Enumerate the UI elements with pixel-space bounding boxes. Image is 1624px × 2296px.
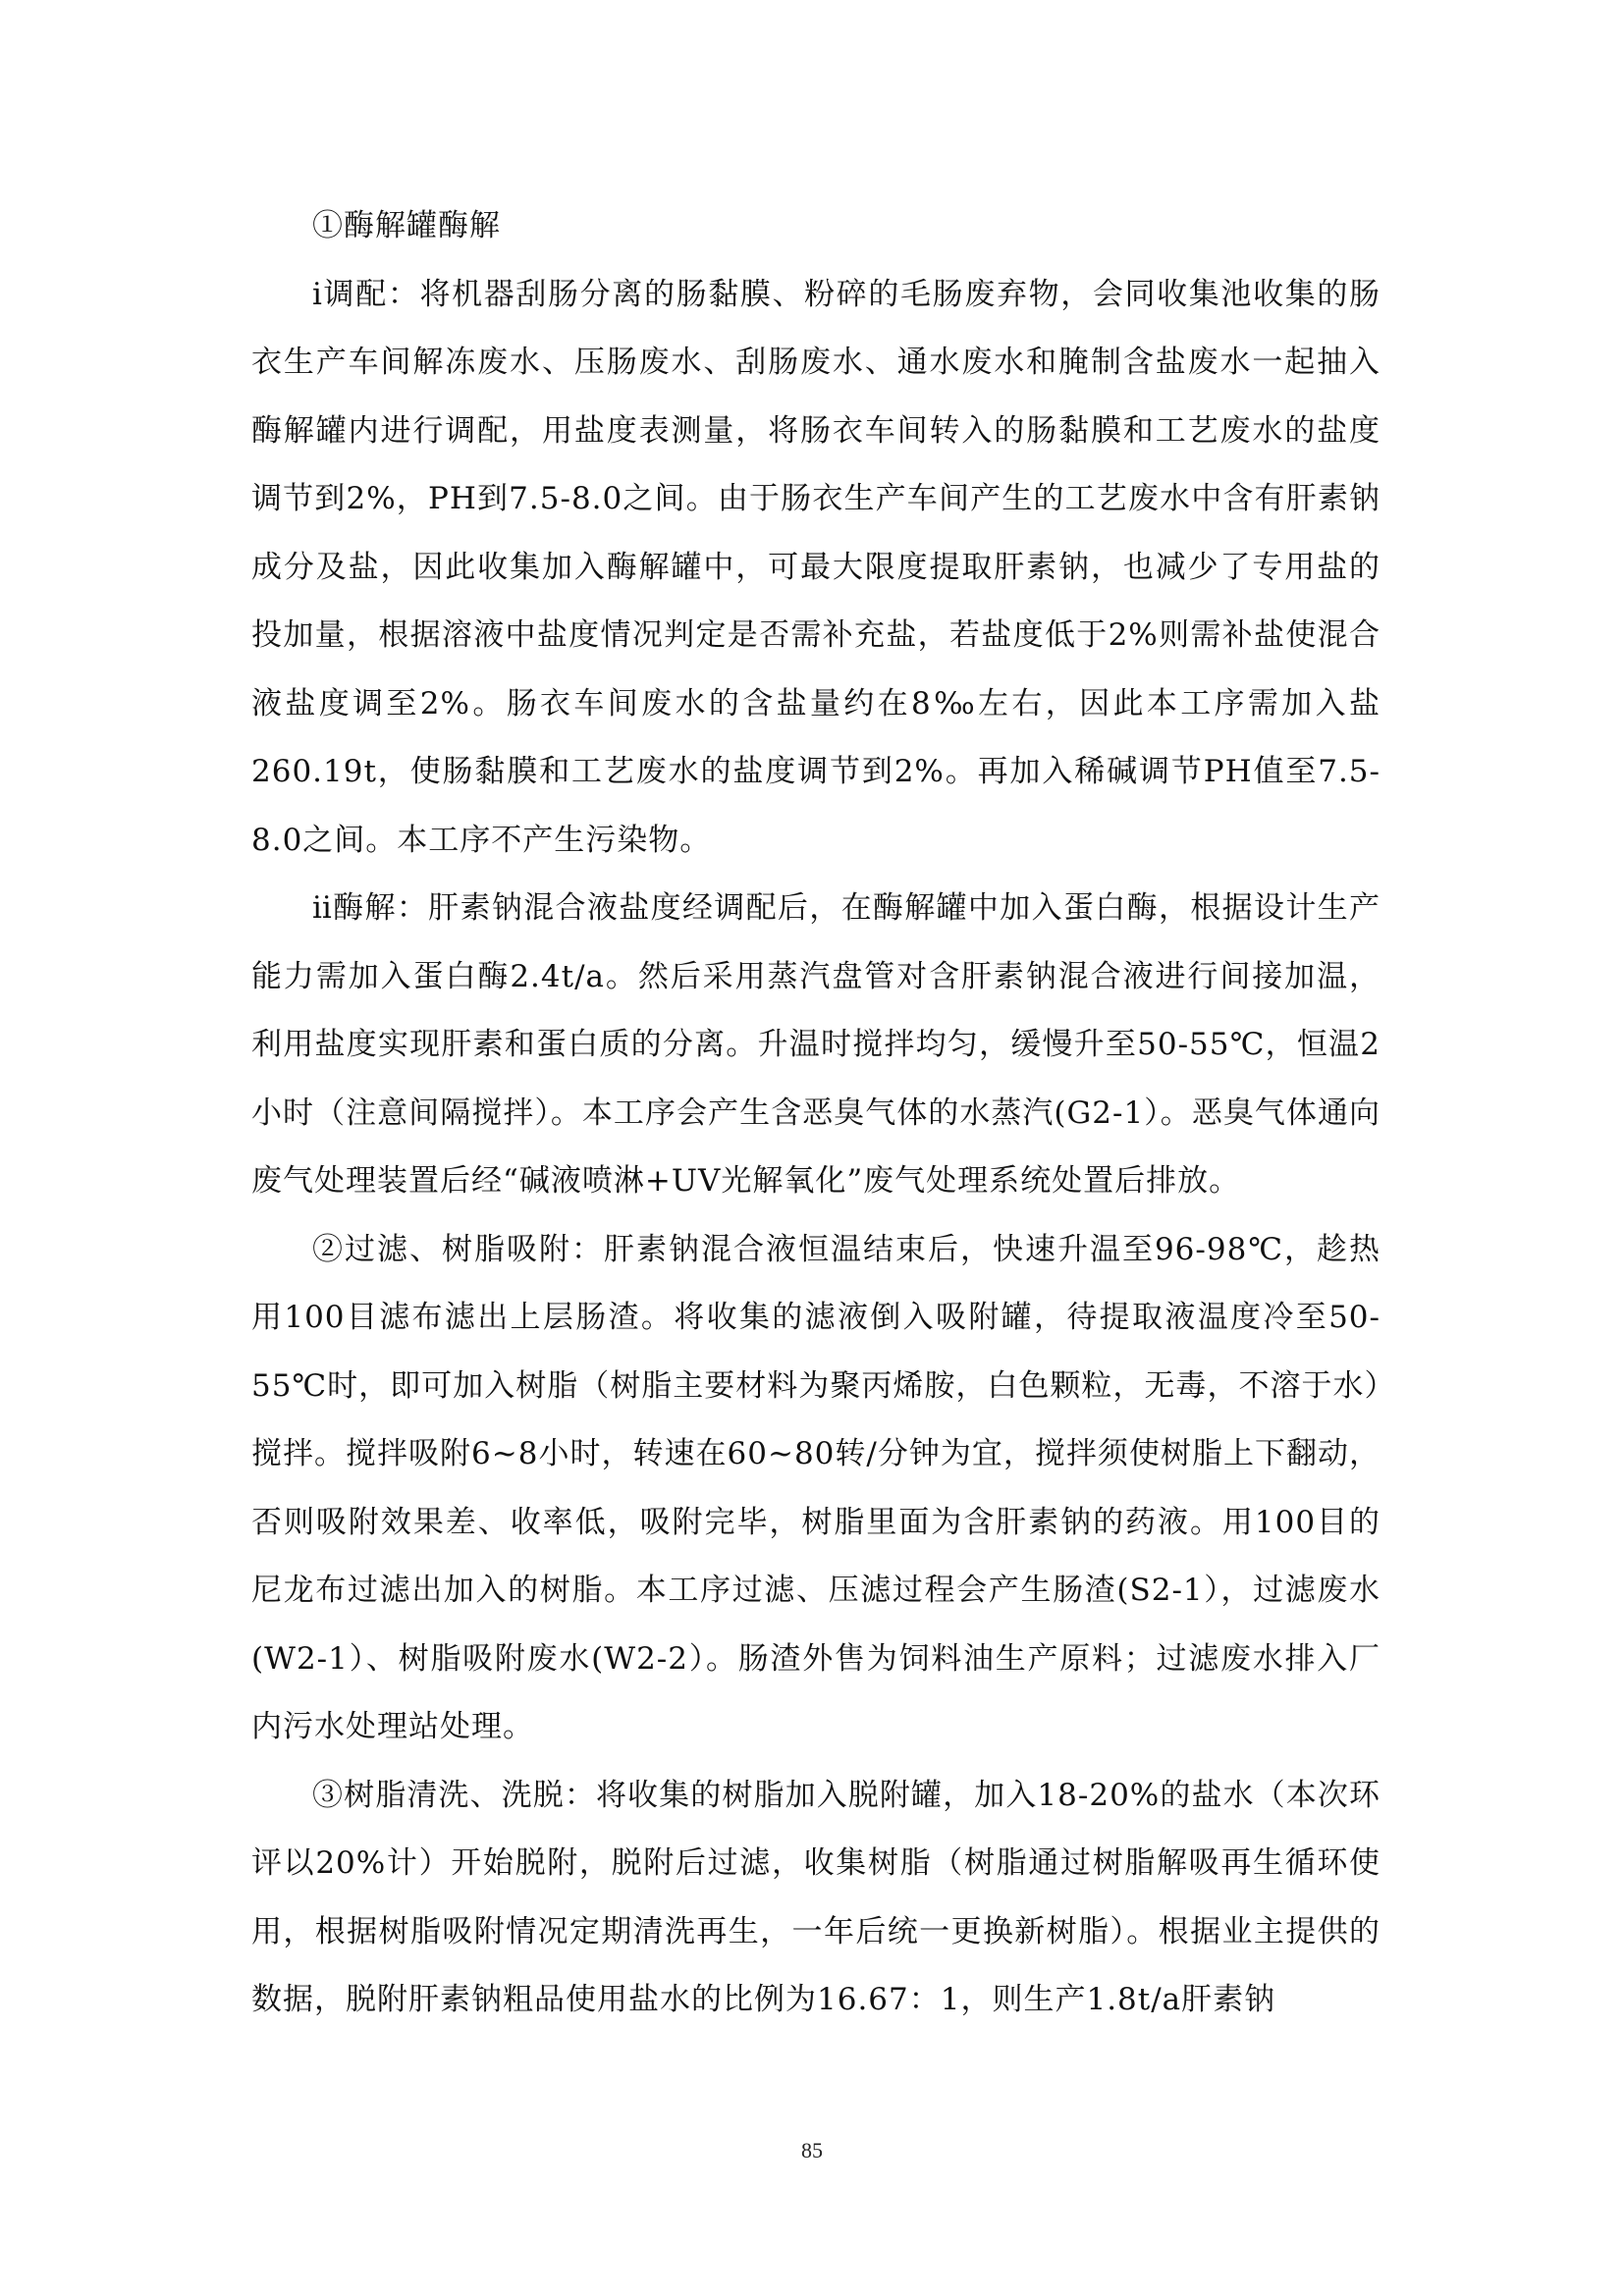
page-number: 85	[801, 2138, 823, 2163]
paragraph-enzymolysis: ⅱ酶解：肝素钠混合液盐度经调配后，在酶解罐中加入蛋白酶，根据设计生产能力需加入蛋白酶2.4t/a。然后采用蒸汽盘管对含肝素钠混合液进行间接加温，利用盐度实现肝素和蛋白质的分离。升温时搅拌均匀，缓慢升至50-55℃，恒温2小时（注意间隔搅拌）。本工序会产生含恶臭气体的水蒸汽(G2-1）。恶臭气体通向废气处理装置后经“碱液喷淋+UV光解氧化”废气处理系统处置后排放。	[251, 890, 1380, 1199]
document-body	[251, 192, 1380, 2035]
paragraph-resin-washing: ③树脂清洗、洗脱：将收集的树脂加入脱附罐，加入18-20%的盐水（本次环评以20%计）开始脱附，脱附后过滤，收集树脂（树脂通过树脂解吸再生循环使用，根据树脂吸附情况定期清洗再生，一年后统一更换新树脂）。根据业主提供的数据，脱附肝素钠粗品使用盐水的比例为16.67：1，则生产1.8t/a肝素钠	[251, 1777, 1380, 2017]
paragraph-filtration-adsorption: ②过滤、树脂吸附：肝素钠混合液恒温结束后，快速升温至96-98℃，趁热用100目滤布滤出上层肠渣。将收集的滤液倒入吸附罐，待提取液温度冷至50-55℃时，即可加入树脂（树脂主要材料为聚丙烯胺，白色颗粒，无毒，不溶于水）搅拌。搅拌吸附6~8小时，转速在60~80转/分钟为宜，搅拌须使树脂上下翻动，否则吸附效果差、收率低，吸附完毕，树脂里面为含肝素钠的药液。用100目的尼龙布过滤出加入的树脂。本工序过滤、压滤过程会产生肠渣(S2-1），过滤废水(W2-1）、树脂吸附废水(W2-2）。肠渣外售为饲料油生产原料；过滤废水排入厂内污水处理站处理。	[251, 1231, 1380, 1744]
paragraph-blending: ⅰ调配：将机器刮肠分离的肠黏膜、粉碎的毛肠废弃物，会同收集池收集的肠衣生产车间解冻废水、压肠废水、刮肠废水、通水废水和腌制含盐废水一起抽入酶解罐内进行调配，用盐度表测量，将肠衣车间转入的肠黏膜和工艺废水的盐度调节到2%，PH到7.5-8.0之间。由于肠衣生产车间产生的工艺废水中含有肝素钠成分及盐，因此收集加入酶解罐中，可最大限度提取肝素钠，也减少了专用盐的投加量，根据溶液中盐度情况判定是否需补充盐，若盐度低于2%则需补盐使混合液盐度调至2%。肠衣车间废水的含盐量约在8‰左右，因此本工序需加入盐260.19t，使肠黏膜和工艺废水的盐度调节到2%。再加入稀碱调节PH值至7.5-8.0之间。本工序不产生污染物。	[251, 276, 1380, 858]
section-heading: ①酶解罐酶解	[312, 208, 501, 243]
